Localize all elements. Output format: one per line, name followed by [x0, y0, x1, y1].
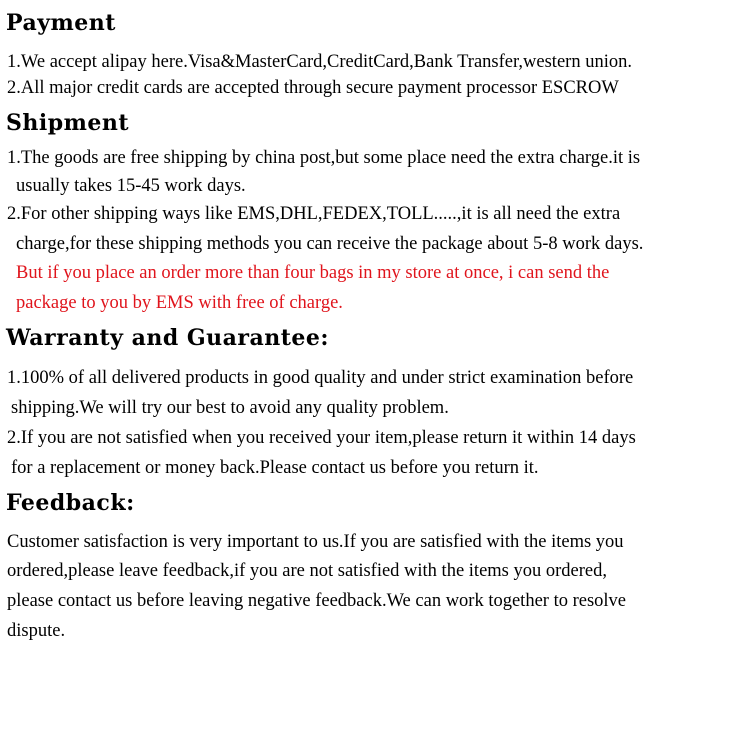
feedback-heading: Feedback: — [6, 490, 135, 516]
shipment-line: usually takes 15-45 work days. — [16, 176, 246, 196]
warranty-line: 2.If you are not satisfied when you received your item,please return it within 14 days — [7, 428, 636, 448]
payment-heading: Payment — [6, 10, 116, 36]
feedback-line: Customer satisfaction is very important to us.If you are satisfied with the items you — [7, 532, 624, 552]
feedback-line: ordered,please leave feedback,if you are not satisfied with the items you ordered, — [7, 561, 607, 581]
warranty-heading: Warranty and Guarantee: — [6, 325, 330, 351]
payment-line: 1.We accept alipay here.Visa&MasterCard,CreditCard,Bank Transfer,western union. — [7, 52, 632, 72]
shipment-notice: package to you by EMS with free of charge. — [16, 293, 343, 313]
payment-line: 2.All major credit cards are accepted through secure payment processor ESCROW — [7, 78, 619, 98]
shipment-line: 2.For other shipping ways like EMS,DHL,FEDEX,TOLL.....,it is all need the extra — [7, 204, 621, 224]
feedback-line: please contact us before leaving negative feedback.We can work together to resolve — [7, 591, 627, 611]
shipment-line: charge,for these shipping methods you can receive the package about 5-8 work days. — [16, 234, 644, 254]
feedback-line: dispute. — [7, 621, 66, 641]
shipment-heading: Shipment — [6, 110, 130, 136]
warranty-line: for a replacement or money back.Please contact us before you return it. — [11, 458, 539, 478]
shipment-line: 1.The goods are free shipping by china post,but some place need the extra charge.it is — [7, 148, 641, 168]
warranty-line: shipping.We will try our best to avoid any quality problem. — [11, 398, 449, 418]
warranty-line: 1.100% of all delivered products in good quality and under strict examination before — [7, 368, 634, 388]
shipment-notice: But if you place an order more than four bags in my store at once, i can send the — [16, 263, 610, 283]
